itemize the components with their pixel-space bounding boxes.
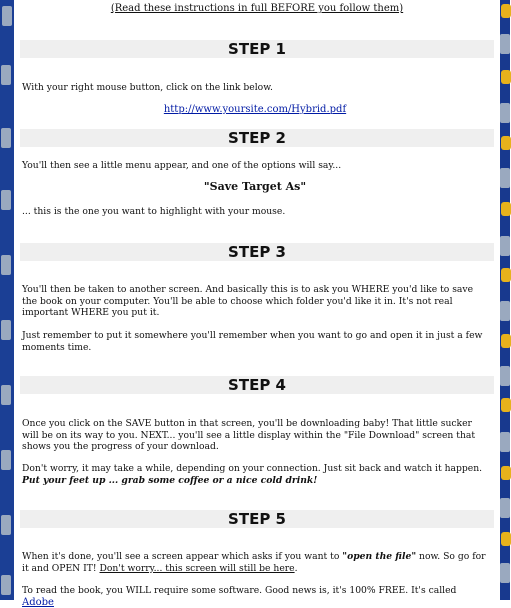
side-decoration <box>501 466 511 480</box>
side-decoration <box>501 202 511 216</box>
side-decoration <box>501 70 511 84</box>
side-decoration <box>500 34 510 54</box>
side-decoration <box>1 320 11 340</box>
side-decoration <box>1 128 11 148</box>
step-5-paragraph-1 <box>22 551 488 574</box>
open-the-file-text: "open the file" <box>342 551 417 562</box>
step-3-paragraph-1: You'll then be taken to another screen. And basically this is to ask you WHERE you'd like to save the book on your computer. You'll be able to choose which folder you'd like it in. It's not real important WHERE you put it. <box>22 284 474 318</box>
step-2-text-2: ... this is the one you want to highlight with your mouse. <box>22 206 286 217</box>
step-1-text: With your right mouse button, click on the link below. <box>22 82 273 93</box>
side-decoration <box>1 255 11 275</box>
side-decoration <box>1 65 11 85</box>
side-decoration <box>1 190 11 210</box>
step-1-link-row <box>22 104 488 116</box>
step-5-text-mid: now. So go for it and OPEN IT! <box>22 551 486 574</box>
side-decoration <box>2 6 12 26</box>
side-decoration <box>501 532 511 546</box>
side-decoration <box>501 334 511 348</box>
save-target-as-text: "Save Target As" <box>203 180 307 193</box>
side-decoration <box>501 136 511 150</box>
step-5-text-start: When it's done, you'll see a screen appear which asks if you want to <box>22 551 340 562</box>
side-decoration <box>500 301 510 321</box>
top-instruction-note <box>14 3 500 14</box>
right-side-border <box>500 0 510 600</box>
side-decoration <box>1 515 11 535</box>
top-note-text: (Read these instructions in full BEFORE you follow them) <box>110 3 404 14</box>
step-2-header: STEP 2 <box>20 129 494 147</box>
step-5-underlined-text: Don't worry... this screen will still be here <box>99 562 295 574</box>
side-decoration <box>500 366 510 386</box>
step-5-header: STEP 5 <box>20 510 494 528</box>
adobe-link[interactable]: Adobe <box>22 596 54 608</box>
side-decoration <box>500 432 510 452</box>
step-5-software-text: To read the book, you WILL require some software. Good news is, it's 100% FREE. It's called <box>22 585 457 596</box>
download-link[interactable]: http://www.yoursite.com/Hybrid.pdf <box>163 104 347 115</box>
step-1-header: STEP 1 <box>20 40 494 58</box>
step-4-paragraph-2-text: Don't worry, it may take a while, depending on your connection. Just sit back and watch it happen. <box>22 463 483 474</box>
step-4-header: STEP 4 <box>20 376 494 394</box>
side-decoration <box>500 103 510 123</box>
side-decoration <box>1 450 11 470</box>
step-3-header: STEP 3 <box>20 243 494 261</box>
side-decoration <box>500 168 510 188</box>
step-4-paragraph-2 <box>22 463 488 486</box>
side-decoration <box>501 4 511 18</box>
side-decoration <box>1 385 11 405</box>
step-4-paragraph-1: Once you click on the SAVE button in that screen, you'll be downloading baby! That little sucker will be on its way to you. NEXT... you'll see a little display within the "File Download" screen that shows you the progress of your download. <box>22 418 476 452</box>
instructions-page <box>14 0 500 608</box>
side-decoration <box>501 398 511 412</box>
step-2-text-1: You'll then see a little menu appear, and one of the options will say... <box>22 160 342 171</box>
side-decoration <box>500 236 510 256</box>
step-5-paragraph-2 <box>22 585 488 608</box>
left-side-border <box>0 0 14 600</box>
step-4-emphasis: Put your feet up ... grab some coffee or a nice cold drink! <box>22 474 318 486</box>
step-5-text-end: . <box>294 562 298 574</box>
side-decoration <box>501 268 511 282</box>
side-decoration <box>500 563 510 583</box>
side-decoration <box>500 498 510 518</box>
side-decoration <box>1 575 11 595</box>
step-3-paragraph-2: Just remember to put it somewhere you'll remember when you want to go and open it in just a few moments time. <box>22 330 483 353</box>
